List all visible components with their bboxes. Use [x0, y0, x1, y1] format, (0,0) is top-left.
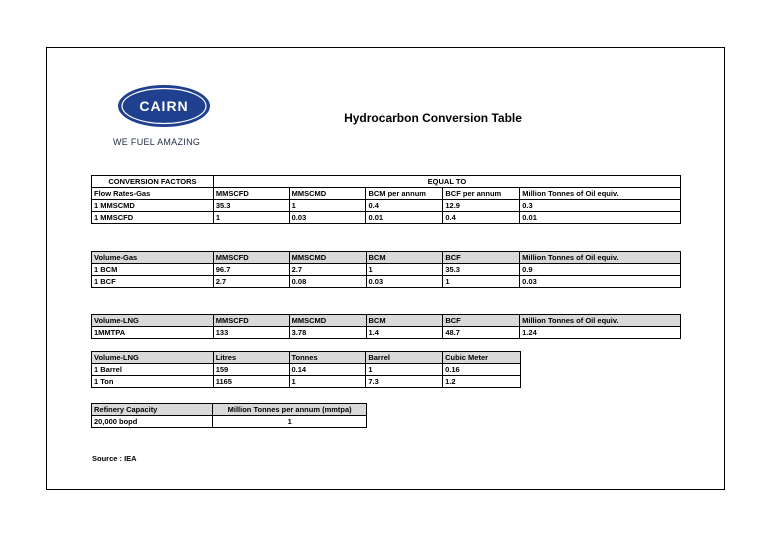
cell: 1 BCM — [92, 264, 214, 276]
header-cell: BCF per annum — [443, 188, 520, 200]
cell: 1MMTPA — [92, 327, 214, 339]
cell: 1 Barrel — [92, 364, 214, 376]
cell: 1 — [366, 264, 443, 276]
cell: 0.08 — [289, 276, 366, 288]
cell: 1 — [443, 276, 520, 288]
header-cell: MMSCMD — [289, 188, 366, 200]
cell: 1 — [289, 200, 366, 212]
header-cell: BCM per annum — [366, 188, 443, 200]
flow-rates-table — [91, 175, 681, 224]
cell: 1 — [289, 376, 366, 388]
header-row — [92, 352, 521, 364]
header-row — [92, 404, 367, 416]
cell: 2.7 — [213, 276, 289, 288]
cell: 1.2 — [443, 376, 521, 388]
header-cell: MMSCFD — [213, 188, 289, 200]
cell: 0.9 — [520, 264, 681, 276]
cell: 1.4 — [366, 327, 443, 339]
cell: 133 — [213, 327, 289, 339]
cell: 35.3 — [443, 264, 520, 276]
cell: 1 — [213, 416, 367, 428]
cell: 0.14 — [289, 364, 366, 376]
cell: 7.3 — [366, 376, 443, 388]
table-row — [92, 276, 681, 288]
cell: 0.4 — [366, 200, 443, 212]
logo-text: CAIRN — [139, 98, 189, 114]
table-row — [92, 264, 681, 276]
equal-to-label: EQUAL TO — [213, 176, 680, 188]
cell: 1 MMSCMD — [92, 200, 214, 212]
cell: 2.7 — [289, 264, 366, 276]
cell: 0.01 — [366, 212, 443, 224]
caption-row — [92, 176, 681, 188]
header-cell: Million Tonnes of Oil equiv. — [520, 315, 681, 327]
cell: 0.3 — [520, 200, 681, 212]
header-row — [92, 315, 681, 327]
header-cell: Refinery Capacity — [92, 404, 213, 416]
volume-lng-barrel-table — [91, 351, 521, 388]
volume-gas-table — [91, 251, 681, 288]
table-row — [92, 200, 681, 212]
table-row — [92, 327, 681, 339]
header-cell: Volume-LNG — [92, 315, 214, 327]
header-cell: Volume-LNG — [92, 352, 214, 364]
header-cell: Litres — [213, 352, 289, 364]
header-cell: Tonnes — [289, 352, 366, 364]
cell: 0.03 — [289, 212, 366, 224]
cell: 1 — [213, 212, 289, 224]
header-cell: Cubic Meter — [443, 352, 521, 364]
cell: 1 — [366, 364, 443, 376]
header-cell: BCM — [366, 252, 443, 264]
source-note: Source : IEA — [92, 454, 137, 463]
cell: 48.7 — [443, 327, 520, 339]
page-title: Hydrocarbon Conversion Table — [344, 111, 522, 125]
cell: 0.4 — [443, 212, 520, 224]
cell: 96.7 — [213, 264, 289, 276]
table-row — [92, 364, 521, 376]
cairn-logo — [117, 84, 211, 128]
cell: 3.78 — [289, 327, 366, 339]
cell: 1165 — [213, 376, 289, 388]
header-cell: MMSCMD — [289, 252, 366, 264]
header-cell: MMSCFD — [213, 315, 289, 327]
header-cell: Flow Rates-Gas — [92, 188, 214, 200]
cell: 1 BCF — [92, 276, 214, 288]
header-cell: Million Tonnes of Oil equiv. — [520, 252, 681, 264]
table-row — [92, 212, 681, 224]
cell: 1.24 — [520, 327, 681, 339]
header-cell: Million Tonnes per annum (mmtpa) — [213, 404, 367, 416]
conversion-factors-label: CONVERSION FACTORS — [92, 176, 214, 188]
cell: 0.01 — [520, 212, 681, 224]
tagline: WE FUEL AMAZING — [113, 137, 201, 147]
header-cell: BCF — [443, 252, 520, 264]
header-cell: BCM — [366, 315, 443, 327]
refinery-capacity-table — [91, 403, 367, 428]
header-cell: MMSCFD — [213, 252, 289, 264]
header-cell: Volume-Gas — [92, 252, 214, 264]
cell: 159 — [213, 364, 289, 376]
header-row — [92, 188, 681, 200]
header-cell: Barrel — [366, 352, 443, 364]
cell: 0.03 — [366, 276, 443, 288]
cell: 12.9 — [443, 200, 520, 212]
table-row — [92, 376, 521, 388]
header-cell: BCF — [443, 315, 520, 327]
cell: 0.03 — [520, 276, 681, 288]
cell: 1 MMSCFD — [92, 212, 214, 224]
cell: 1 Ton — [92, 376, 214, 388]
cell: 0.16 — [443, 364, 521, 376]
header-cell: Million Tonnes of Oil equiv. — [520, 188, 681, 200]
cell: 35.3 — [213, 200, 289, 212]
header-row — [92, 252, 681, 264]
volume-lng-mmtpa-table — [91, 314, 681, 339]
header-cell: MMSCMD — [289, 315, 366, 327]
cell: 20,000 bopd — [92, 416, 213, 428]
table-row — [92, 416, 367, 428]
